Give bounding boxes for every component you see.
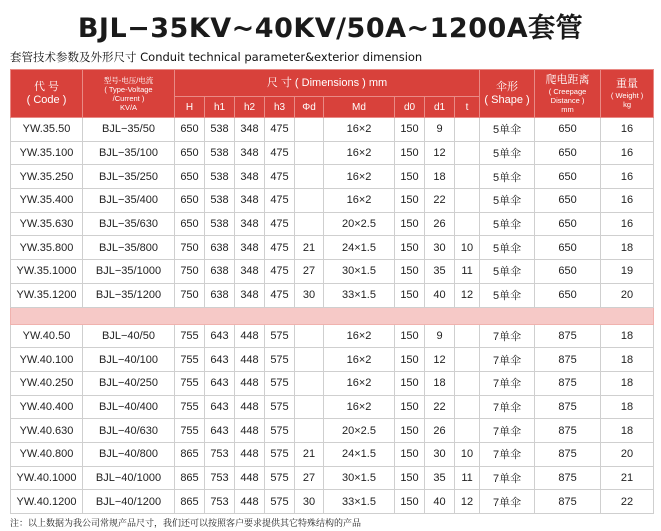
- table-row: [11, 165, 654, 189]
- table-cell: 11: [455, 260, 480, 284]
- table-cell: 650: [535, 141, 601, 165]
- table-cell: 20: [601, 283, 654, 307]
- table-cell: 575: [265, 371, 295, 395]
- table-cell: 16×2: [324, 324, 395, 348]
- table-cell: YW.35.1200: [11, 283, 83, 307]
- table-cell: 865: [175, 442, 205, 466]
- table-cell: 638: [205, 260, 235, 284]
- table-cell: 26: [425, 212, 455, 236]
- table-cell: 750: [175, 236, 205, 260]
- table-cell: 448: [235, 419, 265, 443]
- table-cell: 750: [175, 283, 205, 307]
- table-cell: 750: [175, 260, 205, 284]
- table-cell: [295, 348, 324, 372]
- table-cell: 18: [425, 165, 455, 189]
- table-cell: BJL−35/800: [83, 236, 175, 260]
- table-cell: 35: [425, 466, 455, 490]
- table-cell: 150: [395, 490, 425, 514]
- table-cell: 755: [175, 419, 205, 443]
- table-cell: 475: [265, 212, 295, 236]
- table-cell: 150: [395, 324, 425, 348]
- table-cell: [295, 141, 324, 165]
- table-cell: 575: [265, 419, 295, 443]
- col-header-d1: d1: [425, 97, 455, 118]
- table-cell: 348: [235, 236, 265, 260]
- table-cell: 875: [535, 324, 601, 348]
- table-cell: 475: [265, 283, 295, 307]
- table-cell: 875: [535, 395, 601, 419]
- col-header-phi-d: Φd: [295, 97, 324, 118]
- table-cell: 650: [535, 189, 601, 213]
- table-cell: 5单伞: [480, 118, 535, 142]
- table-cell: 5单伞: [480, 212, 535, 236]
- table-row: [11, 260, 654, 284]
- table-cell: 150: [395, 371, 425, 395]
- table-row: [11, 442, 654, 466]
- table-cell: 753: [205, 490, 235, 514]
- table-cell: 26: [425, 419, 455, 443]
- table-cell: 650: [535, 236, 601, 260]
- table-row: [11, 490, 654, 514]
- table-cell: 150: [395, 260, 425, 284]
- table-cell: [455, 348, 480, 372]
- table-cell: 348: [235, 141, 265, 165]
- table-cell: [295, 165, 324, 189]
- table-cell: [295, 189, 324, 213]
- separator-row: [11, 307, 654, 324]
- table-cell: 20: [601, 442, 654, 466]
- table-cell: 30×1.5: [324, 260, 395, 284]
- table-cell: YW.40.250: [11, 371, 83, 395]
- table-cell: 22: [425, 395, 455, 419]
- table-cell: 575: [265, 348, 295, 372]
- table-cell: 30×1.5: [324, 466, 395, 490]
- table-cell: 875: [535, 348, 601, 372]
- table-cell: YW.40.800: [11, 442, 83, 466]
- table-cell: 33×1.5: [324, 490, 395, 514]
- table-cell: [295, 324, 324, 348]
- table-cell: 650: [175, 118, 205, 142]
- table-cell: 150: [395, 165, 425, 189]
- table-cell: [455, 141, 480, 165]
- table-cell: BJL−35/1000: [83, 260, 175, 284]
- table-row: [11, 371, 654, 395]
- col-header-H: H: [175, 97, 205, 118]
- table-cell: [455, 395, 480, 419]
- table-cell: 475: [265, 189, 295, 213]
- table-cell: 16: [601, 189, 654, 213]
- table-cell: 12: [425, 348, 455, 372]
- table-row: [11, 395, 654, 419]
- table-cell: 448: [235, 371, 265, 395]
- table-cell: 35: [425, 260, 455, 284]
- table-cell: 16×2: [324, 165, 395, 189]
- table-body-35kv: [11, 118, 654, 308]
- table-row: [11, 212, 654, 236]
- table-cell: 5单伞: [480, 236, 535, 260]
- table-cell: 7单伞: [480, 348, 535, 372]
- table-cell: 650: [535, 118, 601, 142]
- table-cell: [455, 118, 480, 142]
- table-cell: 12: [455, 283, 480, 307]
- table-cell: 875: [535, 466, 601, 490]
- table-cell: 12: [425, 141, 455, 165]
- col-header-shape: 伞形 ( Shape ): [480, 70, 535, 118]
- table-cell: 575: [265, 466, 295, 490]
- col-header-t: t: [455, 97, 480, 118]
- table-cell: 7单伞: [480, 466, 535, 490]
- table-cell: 5单伞: [480, 260, 535, 284]
- table-cell: YW.35.800: [11, 236, 83, 260]
- table-cell: 16×2: [324, 189, 395, 213]
- table-cell: 575: [265, 324, 295, 348]
- table-caption: 套管技术参数及外形尺寸 Conduit technical parameter&exterior dimension: [10, 50, 423, 64]
- table-cell: 650: [175, 165, 205, 189]
- table-cell: 348: [235, 212, 265, 236]
- table-cell: 16×2: [324, 348, 395, 372]
- table-cell: BJL−40/630: [83, 419, 175, 443]
- table-cell: 150: [395, 442, 425, 466]
- table-cell: 33×1.5: [324, 283, 395, 307]
- table-cell: BJL−35/630: [83, 212, 175, 236]
- table-cell: 643: [205, 395, 235, 419]
- table-row: [11, 324, 654, 348]
- table-cell: 150: [395, 141, 425, 165]
- table-row: [11, 348, 654, 372]
- header-row: [11, 70, 654, 97]
- table-cell: YW.40.1000: [11, 466, 83, 490]
- table-cell: 638: [205, 283, 235, 307]
- table-cell: 5单伞: [480, 283, 535, 307]
- table-cell: [455, 324, 480, 348]
- table-cell: YW.35.250: [11, 165, 83, 189]
- table-cell: 753: [205, 442, 235, 466]
- table-cell: YW.35.50: [11, 118, 83, 142]
- table-cell: YW.35.400: [11, 189, 83, 213]
- table-cell: 10: [455, 236, 480, 260]
- table-cell: YW.35.100: [11, 141, 83, 165]
- table-cell: 348: [235, 118, 265, 142]
- table-cell: BJL−35/100: [83, 141, 175, 165]
- table-cell: 448: [235, 442, 265, 466]
- table-cell: 18: [601, 371, 654, 395]
- col-header-h1: h1: [205, 97, 235, 118]
- table-cell: 575: [265, 442, 295, 466]
- table-cell: 18: [601, 348, 654, 372]
- table-cell: 150: [395, 348, 425, 372]
- table-cell: 650: [175, 189, 205, 213]
- table-cell: 650: [535, 260, 601, 284]
- table-cell: 9: [425, 118, 455, 142]
- table-cell: 21: [601, 466, 654, 490]
- table-cell: 16×2: [324, 371, 395, 395]
- table-cell: 7单伞: [480, 395, 535, 419]
- table-cell: 7单伞: [480, 490, 535, 514]
- table-row: [11, 189, 654, 213]
- table-cell: 650: [535, 283, 601, 307]
- table-cell: 348: [235, 260, 265, 284]
- table-cell: 538: [205, 189, 235, 213]
- table-cell: 16×2: [324, 141, 395, 165]
- table-cell: 16: [601, 212, 654, 236]
- table-cell: 21: [295, 236, 324, 260]
- table-cell: BJL−35/250: [83, 165, 175, 189]
- table-row: [11, 283, 654, 307]
- table-cell: 24×1.5: [324, 236, 395, 260]
- col-header-dimensions: 尺 寸 ( Dimensions ) mm: [175, 70, 480, 97]
- table-cell: YW.35.1000: [11, 260, 83, 284]
- table-cell: YW.40.50: [11, 324, 83, 348]
- table-cell: 753: [205, 466, 235, 490]
- table-cell: 650: [535, 165, 601, 189]
- table-cell: 755: [175, 324, 205, 348]
- table-row: [11, 141, 654, 165]
- table-cell: 150: [395, 236, 425, 260]
- table-cell: 643: [205, 348, 235, 372]
- table-cell: 475: [265, 236, 295, 260]
- col-header-creepage: 爬电距离 ( Creepage Distance ) mm: [535, 70, 601, 118]
- col-header-Md: Md: [324, 97, 395, 118]
- table-cell: YW.40.400: [11, 395, 83, 419]
- col-header-d0: d0: [395, 97, 425, 118]
- table-cell: [455, 165, 480, 189]
- table-cell: 150: [395, 283, 425, 307]
- table-cell: 19: [601, 260, 654, 284]
- table-separator: [11, 307, 654, 324]
- table-cell: 150: [395, 395, 425, 419]
- table-cell: BJL−40/400: [83, 395, 175, 419]
- table-cell: 150: [395, 212, 425, 236]
- table-cell: 40: [425, 283, 455, 307]
- table-cell: 18: [601, 236, 654, 260]
- col-header-type: 型号-电压/电流 ( Type-Voltage /Current ) KV/A: [83, 70, 175, 118]
- table-cell: 7单伞: [480, 371, 535, 395]
- table-cell: 150: [395, 466, 425, 490]
- table-cell: 865: [175, 490, 205, 514]
- table-cell: 150: [395, 419, 425, 443]
- table-cell: 575: [265, 490, 295, 514]
- table-cell: [455, 419, 480, 443]
- table-cell: 475: [265, 141, 295, 165]
- table-cell: BJL−40/250: [83, 371, 175, 395]
- table-cell: 9: [425, 324, 455, 348]
- table-cell: 18: [601, 419, 654, 443]
- table-cell: 27: [295, 260, 324, 284]
- table-cell: 21: [295, 442, 324, 466]
- table-row: [11, 466, 654, 490]
- table-cell: 755: [175, 395, 205, 419]
- table-cell: BJL−40/800: [83, 442, 175, 466]
- table-cell: YW.40.100: [11, 348, 83, 372]
- table-cell: 5单伞: [480, 189, 535, 213]
- table-cell: 40: [425, 490, 455, 514]
- table-cell: 30: [295, 283, 324, 307]
- table-cell: 30: [295, 490, 324, 514]
- table-cell: 150: [395, 189, 425, 213]
- table-cell: 22: [601, 490, 654, 514]
- table-cell: 875: [535, 419, 601, 443]
- table-cell: 11: [455, 466, 480, 490]
- table-cell: BJL−40/50: [83, 324, 175, 348]
- table-cell: 538: [205, 212, 235, 236]
- table-body-40kv: [11, 324, 654, 514]
- table-cell: 475: [265, 118, 295, 142]
- table-cell: [455, 371, 480, 395]
- table-cell: 27: [295, 466, 324, 490]
- table-cell: [295, 118, 324, 142]
- table-cell: 16: [601, 165, 654, 189]
- col-header-h2: h2: [235, 97, 265, 118]
- table-cell: 18: [425, 371, 455, 395]
- table-cell: 875: [535, 442, 601, 466]
- table-cell: 875: [535, 371, 601, 395]
- table-cell: 18: [601, 395, 654, 419]
- table-cell: 538: [205, 118, 235, 142]
- specification-table: [10, 69, 654, 514]
- table-cell: BJL−35/1200: [83, 283, 175, 307]
- table-cell: BJL−35/50: [83, 118, 175, 142]
- table-cell: 7单伞: [480, 442, 535, 466]
- footnote: 注：以上数据为我公司常规产品尺寸，我们还可以按照客户要求提供其它特殊结构的产品: [10, 519, 362, 529]
- table-cell: 865: [175, 466, 205, 490]
- col-header-h3: h3: [265, 97, 295, 118]
- table-cell: 538: [205, 141, 235, 165]
- table-cell: 20×2.5: [324, 419, 395, 443]
- table-cell: 650: [175, 212, 205, 236]
- table-cell: 650: [175, 141, 205, 165]
- table-cell: 755: [175, 371, 205, 395]
- table-cell: [295, 419, 324, 443]
- table-cell: [455, 212, 480, 236]
- table-cell: 448: [235, 395, 265, 419]
- table-cell: 16×2: [324, 395, 395, 419]
- table-cell: 643: [205, 324, 235, 348]
- table-cell: [295, 212, 324, 236]
- table-cell: 538: [205, 165, 235, 189]
- col-header-weight: 重量 ( Weight ) kg: [601, 70, 654, 118]
- table-cell: 643: [205, 419, 235, 443]
- table-cell: [295, 371, 324, 395]
- table-cell: 16: [601, 141, 654, 165]
- table-row: [11, 118, 654, 142]
- table-cell: YW.35.630: [11, 212, 83, 236]
- table-cell: BJL−40/1000: [83, 466, 175, 490]
- table-row: [11, 236, 654, 260]
- table-cell: 448: [235, 466, 265, 490]
- table-cell: 448: [235, 348, 265, 372]
- table-cell: 22: [425, 189, 455, 213]
- table-cell: BJL−40/1200: [83, 490, 175, 514]
- page-title: BJL−35KV~40KV/50A~1200A套管: [77, 13, 584, 44]
- table-cell: 16: [601, 118, 654, 142]
- table-cell: 475: [265, 165, 295, 189]
- table-cell: 7单伞: [480, 419, 535, 443]
- table-cell: 30: [425, 236, 455, 260]
- table-cell: 18: [601, 324, 654, 348]
- table-cell: 5单伞: [480, 165, 535, 189]
- table-cell: 348: [235, 165, 265, 189]
- table-cell: 150: [395, 118, 425, 142]
- table-cell: BJL−40/100: [83, 348, 175, 372]
- table-cell: 24×1.5: [324, 442, 395, 466]
- table-cell: 348: [235, 283, 265, 307]
- table-cell: 755: [175, 348, 205, 372]
- table-cell: 348: [235, 189, 265, 213]
- table-cell: [455, 189, 480, 213]
- table-cell: 12: [455, 490, 480, 514]
- table-cell: 10: [455, 442, 480, 466]
- table-cell: [295, 395, 324, 419]
- table-cell: 20×2.5: [324, 212, 395, 236]
- table-cell: 643: [205, 371, 235, 395]
- col-header-code: 代 号 ( Code ): [11, 70, 83, 118]
- table-cell: 448: [235, 324, 265, 348]
- table-cell: 5单伞: [480, 141, 535, 165]
- table-cell: 575: [265, 395, 295, 419]
- table-cell: 7单伞: [480, 324, 535, 348]
- table-cell: YW.40.1200: [11, 490, 83, 514]
- table-cell: BJL−35/400: [83, 189, 175, 213]
- table-cell: 650: [535, 212, 601, 236]
- table-row: [11, 419, 654, 443]
- table-cell: 475: [265, 260, 295, 284]
- table-cell: 448: [235, 490, 265, 514]
- table-cell: 875: [535, 490, 601, 514]
- table-cell: 16×2: [324, 118, 395, 142]
- table-cell: 30: [425, 442, 455, 466]
- table-cell: 638: [205, 236, 235, 260]
- table-cell: YW.40.630: [11, 419, 83, 443]
